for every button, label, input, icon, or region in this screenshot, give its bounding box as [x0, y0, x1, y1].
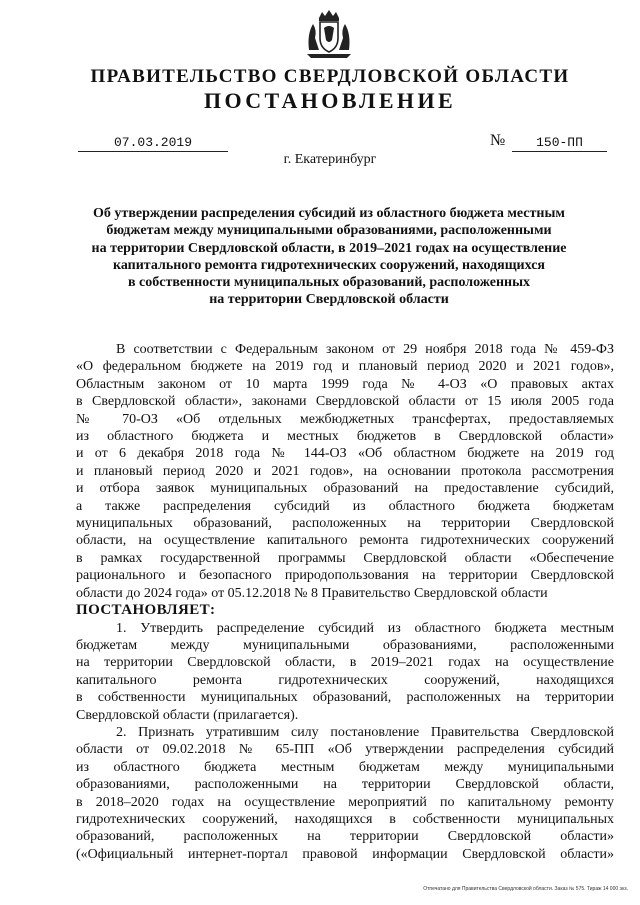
body-line: и отбора заявок муниципальных образований на предоставление субсидий,	[76, 481, 614, 497]
body-line: 2. Признать утратившим силу постановление Правительства Свердловской	[116, 724, 614, 740]
body-line: из областного бюджета местным бюджетам между муниципальными	[76, 759, 614, 775]
body-line: образованиями, расположенными на территории Свердловской области,	[76, 777, 614, 793]
directive-heading: ПОСТАНОВЛЯЕТ:	[76, 602, 216, 619]
item-1	[76, 620, 614, 724]
government-name: ПРАВИТЕЛЬСТВО СВЕРДЛОВСКОЙ ОБЛАСТИ	[90, 66, 570, 87]
document-number: 150-ПП	[512, 134, 607, 152]
subject-line: бюджетам между муниципальными образованиями, расположенными	[106, 223, 552, 239]
body-line: на территории Свердловской области, в 2019–2021 годах на осуществление	[76, 655, 614, 671]
body-line: («Официальный интернет-портал правовой информации Свердловской области»	[76, 846, 614, 862]
subject-line: в собственности муниципальных образований, расположенных	[127, 275, 531, 291]
body-line: области до 2024 года» от 05.12.2018 № 8 Правительство Свердловской области	[76, 585, 548, 601]
item-2	[76, 724, 614, 863]
subject-line: Об утверждении распределения субсидий из областного бюджета местным	[93, 206, 565, 221]
subject-line: капитального ремонта гидротехнических сооружений, находящихся	[112, 257, 546, 273]
preamble	[76, 341, 614, 602]
body-line: в собственности муниципальных образований, расположенных на территории	[76, 690, 614, 706]
body-line: «О федеральном бюджете на 2019 год и плановый период 2020 и 2021 годов»,	[76, 359, 614, 375]
city: г. Екатеринбург	[283, 152, 377, 167]
body-line: а также распределения субсидий из областного бюджета бюджетам	[76, 498, 614, 514]
sverdlovsk-coat-of-arms-icon	[303, 8, 355, 60]
body-line: муниципальных образований, расположенных на территории Свердловской	[76, 516, 614, 532]
body-line: области от 09.02.2018 № 65-ПП «Об утверждении распределения субсидий	[76, 742, 614, 758]
body-line: 1. Утвердить распределение субсидий из областного бюджета местным	[116, 620, 614, 636]
body-line: гидротехнических сооружений, находящихся в собственности муниципальных	[76, 811, 614, 827]
body-line: в Свердловской области», законами Свердловской области от 15 июля 2005 года	[76, 394, 614, 410]
body-line: области, на осуществление капитального ремонта гидротехнических сооружений	[76, 533, 614, 549]
body-line: в 2018–2020 годах на осуществление мероприятий по капитальному ремонту	[76, 794, 614, 810]
body-line: из областного бюджета и местных бюджетов в Свердловской области»	[76, 429, 614, 445]
body-line: капитального ремонта гидротехнических сооружений, находящихся	[76, 672, 614, 688]
subject-line: на территории Свердловской области	[209, 292, 449, 308]
print-footer: Отпечатано для Правительства Свердловской области. Заказ № 575. Тираж 14 000 экз.	[423, 886, 628, 892]
body-line: № 70-ОЗ «Об отдельных межбюджетных трансфертах, предоставляемых	[76, 411, 614, 427]
number-label: №	[490, 132, 506, 149]
document-type: ПОСТАНОВЛЕНИЕ	[203, 88, 457, 113]
subject-line: на территории Свердловской области, в 2019–2021 годах на осуществление	[91, 240, 567, 256]
body-line: бюджетам между муниципальными образованиями, расположенными	[76, 637, 614, 653]
document-subject	[74, 205, 584, 309]
body-line: Свердловской области (прилагается).	[76, 707, 299, 723]
body-line: рационального и безопасного природопользования на территории Свердловской	[76, 568, 614, 584]
document-date: 07.03.2019	[78, 134, 228, 152]
body-line: в рамках государственной программы Свердловской области «Обеспечение	[76, 550, 614, 566]
body-line: и от 6 декабря 2018 года № 144-ОЗ «Об областном бюджете на 2019 год	[76, 446, 614, 462]
body-line: В соответствии с Федеральным законом от 29 ноября 2018 года № 459-ФЗ	[116, 342, 614, 357]
body-line: Областным законом от 10 марта 1999 года № 4-ОЗ «О правовых актах	[76, 376, 614, 392]
body-line: и плановый период 2020 и 2021 годов», на основании протокола рассмотрения	[76, 463, 614, 479]
body-line: образований, расположенных на территории Свердловской области»	[76, 829, 614, 845]
document-body	[76, 341, 614, 863]
